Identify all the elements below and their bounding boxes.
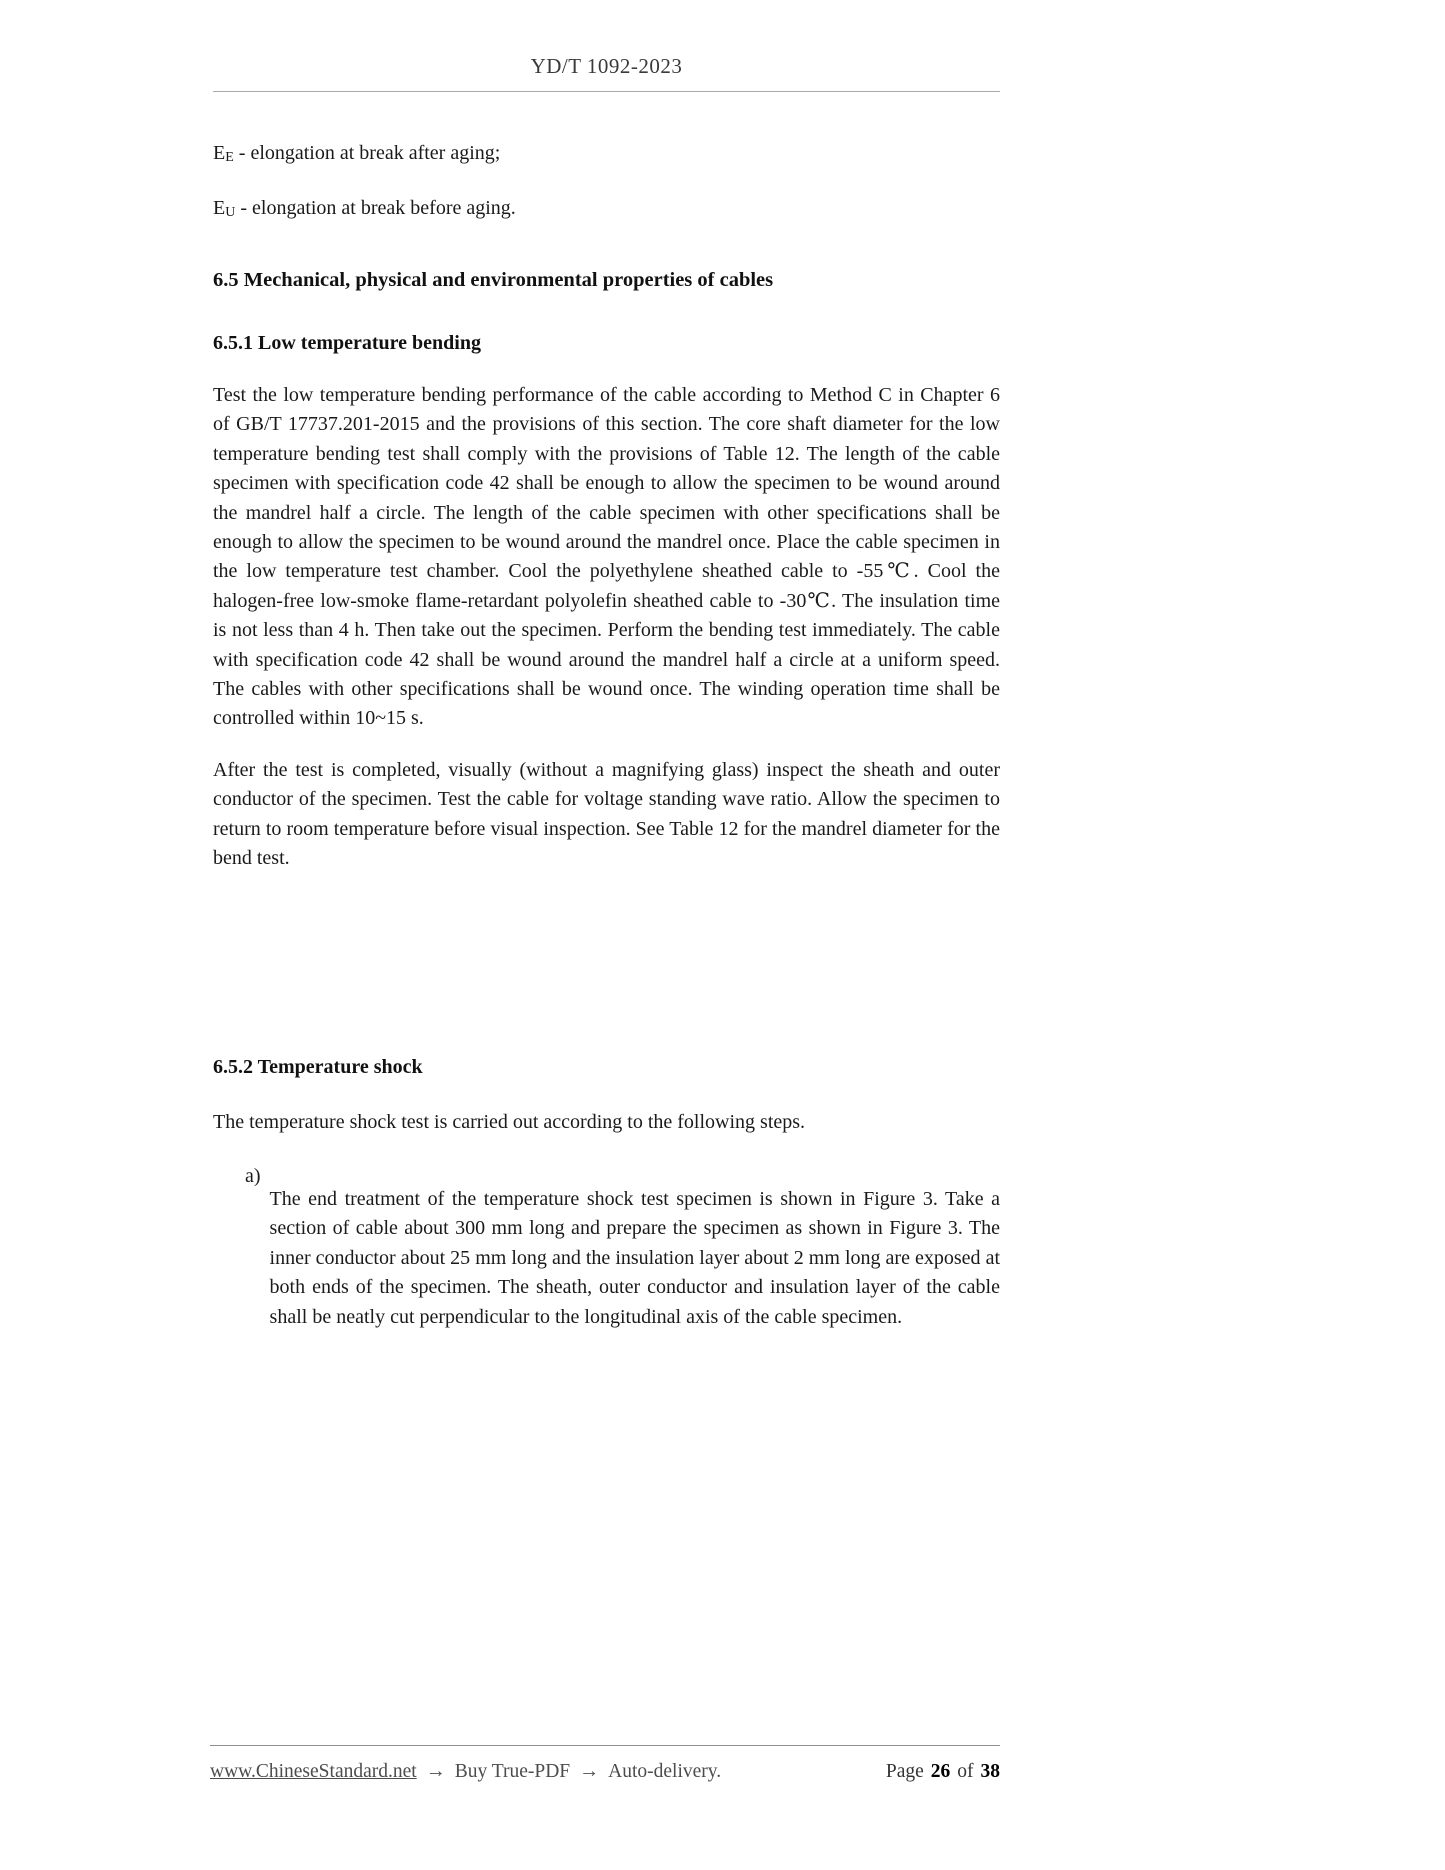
- heading-6-5-1: 6.5.1 Low temperature bending: [213, 332, 481, 354]
- list-item-text: The end treatment of the temperature shock test specimen is shown in Figure 3. Take a section of cable about 300 mm long and prepare the specimen as shown in Figure 3. The inner conductor about 25 mm long and the insulation layer about 2 mm long are exposed at both ends of the specimen. The sheath, outer conductor and insulation layer of the cable shall be neatly cut perpendicular to the longitudinal axis of the cable specimen.: [269, 1187, 1000, 1328]
- website-link[interactable]: www.ChineseStandard.net: [210, 1761, 417, 1782]
- symbol-subscript: U: [225, 205, 236, 220]
- header-divider: [213, 91, 1000, 92]
- page-number: [886, 1761, 1000, 1783]
- footer-buy-text: Buy True-PDF: [454, 1761, 571, 1782]
- list-item-a: [213, 1162, 1000, 1332]
- arrow-right-icon: →: [425, 1760, 446, 1782]
- definition-text: - elongation at break after aging;: [233, 142, 501, 164]
- document-content: [213, 0, 1000, 1332]
- symbol-subscript: E: [225, 150, 234, 165]
- paragraph-temp-shock-intro: The temperature shock test is carried out according to the following steps.: [213, 1110, 806, 1133]
- heading-6-5-2: 6.5.2 Temperature shock: [213, 1055, 423, 1078]
- symbol-base: E: [213, 197, 226, 219]
- paragraph-after-test: After the test is completed, visually (without a magnifying glass) inspect the sheath and outer conductor of the specimen. Test the cable for voltage standing wave ratio. Allow the specimen to return to room temperature before visual inspection. See Table 12 for the mandrel diameter for the bend test.: [213, 758, 1000, 870]
- page-total: 38: [980, 1761, 1000, 1782]
- footer-line: [210, 1760, 1000, 1783]
- footer-promo: [210, 1760, 721, 1783]
- list-item-label: a): [245, 1164, 261, 1187]
- arrow-right-icon: →: [579, 1760, 600, 1782]
- definition-line-eu: [213, 193, 1000, 228]
- heading-6-5: 6.5 Mechanical, physical and environmental properties of cables: [213, 269, 774, 291]
- paragraph-low-temp-bending: Test the low temperature bending performance of the cable according to Method C in Chapter 6 of GB/T 17737.201-2015 and the provisions of this section. The core shaft diameter for the low temperature bending test shall comply with the provisions of Table 12. The length of the cable specimen with specification code 42 shall be enough to allow the specimen to be wound around the mandrel half a circle. The length of the cable specimen with other specifications shall be enough to allow the specimen to be wound around the mandrel once. Place the cable specimen in the low temperature test chamber. Cool the polyethylene sheathed cable to -55℃. Cool the halogen-free low-smoke flame-retardant polyolefin sheathed cable to -30℃. The insulation time is not less than 4 h. Then take out the specimen. Perform the bending test immediately. The cable with specification code 42 shall be wound around the mandrel half a circle at a uniform speed. The cables with other specifications shall be wound once. The winding operation time shall be controlled within 10~15 s.: [213, 384, 1000, 730]
- definition-line-ee: [213, 138, 1000, 173]
- page-current: 26: [930, 1761, 951, 1782]
- footer-divider: [210, 1745, 1000, 1746]
- footer-delivery-text: Auto-delivery.: [608, 1761, 722, 1782]
- standard-number: YD/T 1092-2023: [530, 54, 683, 78]
- document-header: [213, 0, 1000, 78]
- page-footer: [210, 1745, 1000, 1783]
- page-word: Page: [885, 1761, 924, 1782]
- of-word: of: [957, 1761, 974, 1782]
- symbol-base: E: [213, 142, 226, 164]
- definition-text: - elongation at break before aging.: [235, 197, 516, 219]
